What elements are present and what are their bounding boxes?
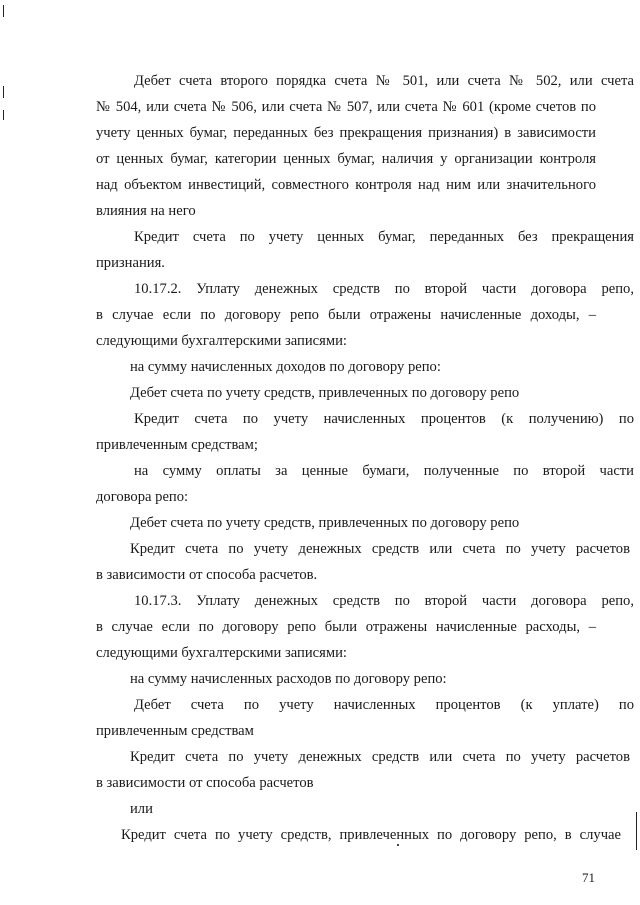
text-line: в случае если по договору репо были отражены начисленные доходы, – [96,307,596,323]
text-line: Дебет счета по учету начисленных процентов (к уплате) по [134,697,634,713]
section-heading-10-17-3: 10.17.3. Уплату денежных средств по второй части договора репо, [134,593,634,609]
text-line: от ценных бумаг, категории ценных бумаг, наличия у организации контроля [96,151,596,167]
text-line: в зависимости от способа расчетов [96,775,314,791]
text-line: Кредит счета по учету денежных средств или счета по учету расчетов [130,541,630,557]
text-line: Дебет счета по учету средств, привлеченных по договору репо [130,515,520,531]
text-line: над объектом инвестиций, совместного контроля над ним или значительного [96,177,596,193]
text-line: Кредит счета по учету начисленных процентов (к получению) по [134,411,634,427]
text-line: Кредит счета по учету ценных бумаг, переданных без прекращения [134,229,634,245]
scan-mark-left-middle [3,86,4,98]
text-line: на сумму начисленных доходов по договору репо: [130,359,441,375]
text-line: на сумму оплаты за ценные бумаги, полученные по второй части [134,463,634,479]
text-line: влияния на него [96,203,196,219]
text-line: на сумму начисленных расходов по договору репо: [130,671,447,687]
page-number: 71 [582,870,595,885]
text-line: Кредит счета по учету средств, привлеченных по договору репо, в случае [121,827,621,843]
section-heading-10-17-2: 10.17.2. Уплату денежных средств по второй части договора репо, [134,281,634,297]
text-line: Дебет счета второго порядка счета № 501, или счета № 502, или счета [134,73,634,89]
scan-mark-left-top [3,5,4,17]
text-line: привлеченным средствам; [96,437,258,453]
scan-speck [397,844,399,846]
text-line: договора репо: [96,489,189,505]
text-line: учету ценных бумаг, переданных без прекращения признания) в зависимости [96,125,596,141]
text-line: признания. [96,255,165,271]
text-line: следующими бухгалтерскими записями: [96,333,347,349]
text-line: в зависимости от способа расчетов. [96,567,318,583]
text-line: или [130,801,153,817]
scan-mark-left-lower [3,110,4,120]
text-line: Дебет счета по учету средств, привлеченных по договору репо [130,385,520,401]
text-line: Кредит счета по учету денежных средств или счета по учету расчетов [130,749,630,765]
text-line: в случае если по договору репо были отражены начисленные расходы, – [96,619,596,635]
text-line: № 504, или счета № 506, или счета № 507, или счета № 601 (кроме счетов по [96,99,596,115]
scan-mark-right [636,812,637,850]
text-line: следующими бухгалтерскими записями: [96,645,347,661]
text-line: привлеченным средствам [96,723,254,739]
